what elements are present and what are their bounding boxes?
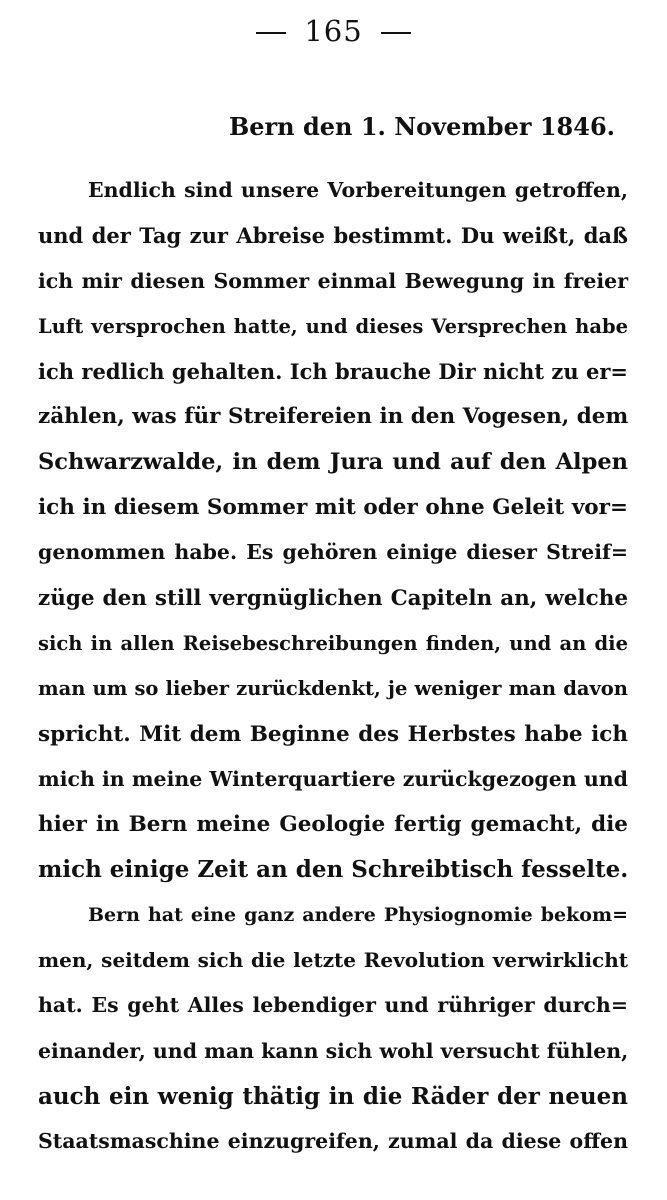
- text-line: ich redlich gehalten. Ich brauche Dir nicht zu er=: [38, 359, 628, 385]
- text-line: mich einige Zeit an den Schreibtisch fesselte.: [38, 856, 629, 884]
- text-line: auch ein wenig thätig in die Räder der neuen: [38, 1082, 628, 1110]
- text-line: mich in meine Winterquartiere zurückgezogen und: [38, 766, 628, 791]
- text-line: und der Tag zur Abreise bestimmt. Du weißt, daß: [38, 223, 628, 249]
- text-line: ich mir diesen Sommer einmal Bewegung in freier: [38, 268, 628, 293]
- text-line: sich in allen Reisebeschreibungen finden, und an die: [38, 631, 628, 655]
- text-line: Schwarzwalde, in dem Jura und auf den Alpen: [38, 448, 628, 475]
- text-line: ich in diesem Sommer mit oder ohne Geleit vor=: [38, 495, 628, 521]
- text-line: züge den still vergnüglichen Capiteln an, welche: [38, 585, 628, 611]
- page-number: 165: [304, 14, 363, 48]
- text-line: spricht. Mit dem Beginne des Herbstes habe ich: [38, 721, 628, 747]
- text-line: Endlich sind unsere Vorbereitungen getroffen,: [88, 178, 628, 202]
- text-line: zählen, was für Streifereien in den Vogesen, dem: [38, 404, 629, 430]
- text-line: genommen habe. Es gehören einige dieser Streif=: [38, 540, 628, 565]
- text-line: einander, und man kann sich wohl versucht fühlen,: [38, 1038, 629, 1063]
- text-line: Staatsmaschine einzugreifen, zumal da diese offen: [38, 1129, 628, 1154]
- text-line: hier in Bern meine Geologie fertig gemacht, die: [38, 812, 628, 838]
- text-line: hat. Es geht Alles lebendiger und rühriger durch=: [38, 993, 628, 1018]
- text-line: Luft versprochen hatte, und dieses Versprechen habe: [38, 314, 628, 338]
- text-line: men, seitdem sich die letzte Revolution verwirklicht: [38, 948, 628, 973]
- text-line: man um so lieber zurückdenkt, je weniger man davon: [38, 677, 628, 701]
- page-header: [0, 14, 667, 48]
- header-dash-left: [256, 32, 286, 34]
- header-dash-right: [381, 32, 411, 34]
- text-line: Bern hat eine ganz andere Physiognomie bekom=: [88, 903, 628, 926]
- letter-body: [38, 168, 628, 1165]
- letter-dateline: Bern den 1. November 1846.: [228, 112, 615, 141]
